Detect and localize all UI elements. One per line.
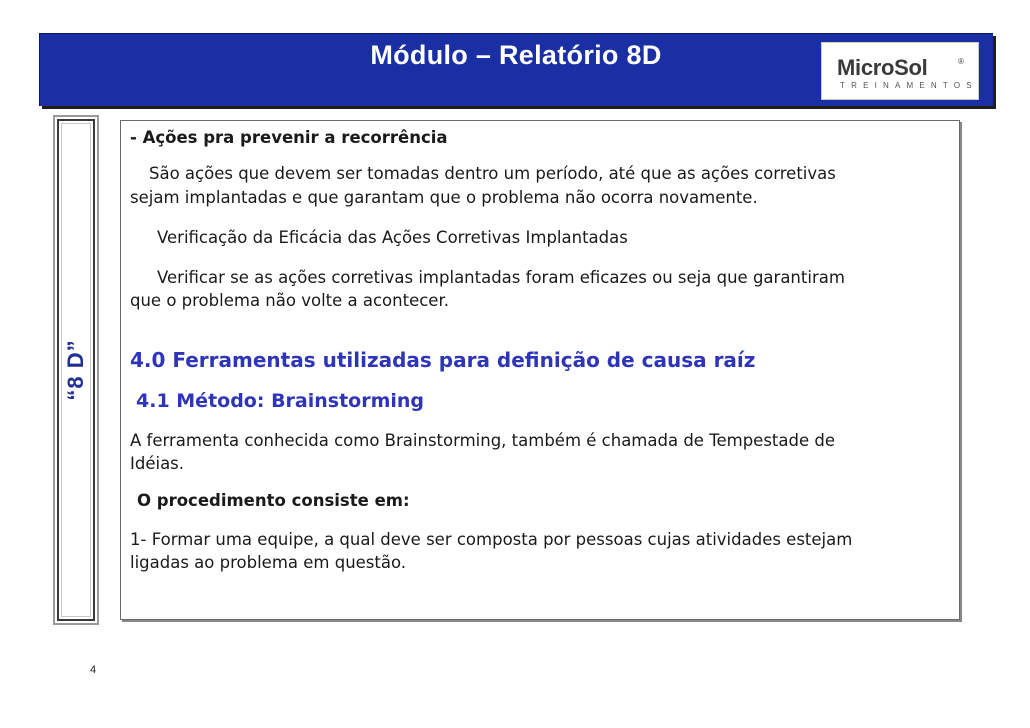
step1-line1: 1- Formar uma equipe, a qual deve ser composta por pessoas cujas atividades estejam [130,530,853,549]
slide-title: Módulo – Relatório 8D [370,40,662,70]
logo-registered-mark: ® [958,57,964,66]
slide-header [39,33,993,106]
tools-heading: 4.0 Ferramentas utilizadas para definição de causa raíz [130,348,756,372]
prevent-text-line2: sejam implantadas e que garantam que o problema não ocorra novamente. [130,188,758,207]
method-heading: 4.1 Método: Brainstorming [136,390,425,412]
step1-line2: ligadas ao problema em questão. [130,553,407,572]
logo-name: MicroSol [837,55,928,80]
brainstorm-text-line1: A ferramenta conhecida como Brainstorming, também é chamada de Tempestade de [130,431,835,450]
microsol-logo [821,42,979,100]
section-prevent-title: - Ações pra prevenir a recorrência [130,128,448,147]
verification-title: Verificação da Eficácia das Ações Corretivas Implantadas [157,228,628,247]
prevent-text-line1: São ações que devem ser tomadas dentro um período, até que as ações corretivas [149,164,836,183]
verification-text-line1: Verificar se as ações corretivas implantadas foram eficazes ou seja que garantiram [157,268,845,287]
verification-text-line2: que o problema não volte a acontecer. [130,291,449,310]
logo-tagline: TREINAMENTOS [840,81,978,90]
page-number: 4 [90,664,97,676]
procedure-title: O procedimento consiste em: [137,491,410,510]
brainstorm-text-line2: Idéias. [130,454,185,473]
side-label-8d: “8 D” [63,339,88,401]
